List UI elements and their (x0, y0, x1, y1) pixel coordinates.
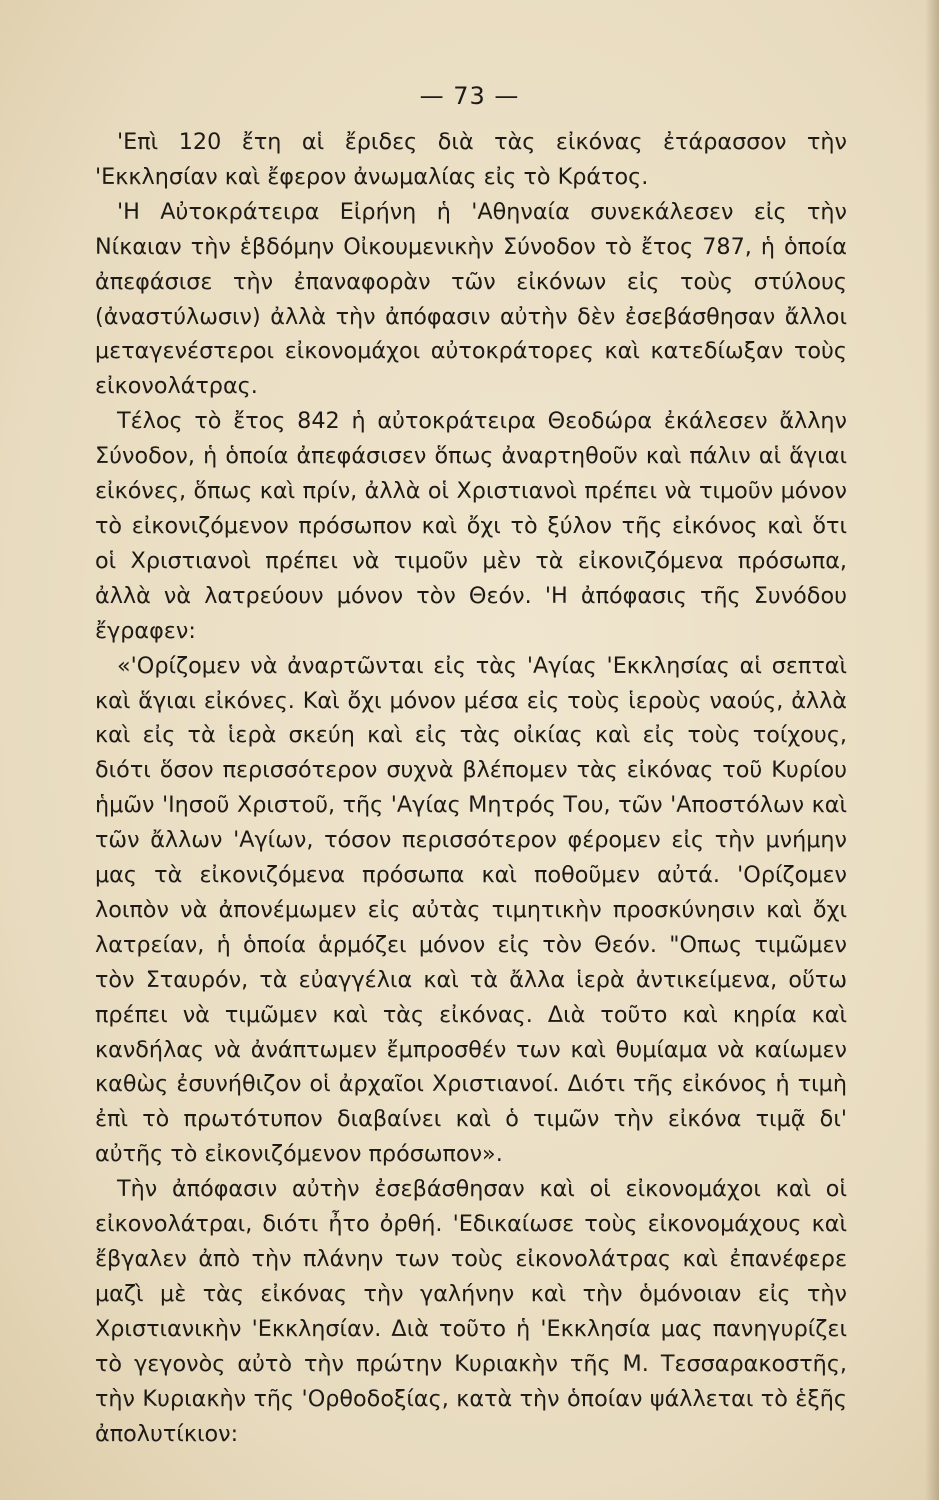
text-body (95, 125, 847, 1451)
paragraph-iconoclasm-intro: 'Επὶ 120 ἔτη αἱ ἔριδες διὰ τὰς εἰκόνας ἐτάρασσον τὴν 'Εκκλησίαν καὶ ἔφερον ἀνωμαλίας εἰς τὸ Κράτος. (95, 129, 847, 190)
paragraph-synod-decree-quote: «'Ορίζομεν νὰ ἀναρτῶνται εἰς τὰς 'Αγίας 'Εκκλησίας αἱ σεπταὶ καὶ ἅγιαι εἰκόνες. Καὶ ὄχι μόνον μέσα εἰς τοὺς ἱεροὺς ναούς, ἀλλὰ καὶ εἰς τὰ ἱερὰ σκεύη καὶ εἰς τὰς οἰκίας καὶ εἰς τοὺς τοίχους, διότι ὅσον περισσότερον συχνὰ βλέπομεν τὰς εἰκόνας τοῦ Κυρίου ἡμῶν 'Ιησοῦ Χριστοῦ, τῆς 'Αγίας Μητρός Του, τῶν 'Αποστόλων καὶ τῶν ἄλλων 'Αγίων, τόσον περισσότερον φέρομεν εἰς τὴν μνήμην μας τὰ εἰκονιζόμενα πρόσωπα καὶ ποθοῦμεν αὐτά. 'Ορίζομεν λοιπὸν νὰ ἀπονέμωμεν εἰς αὐτὰς τιμητικὴν προσκύνησιν καὶ ὄχι λατρείαν, ἡ ὁποία ἁρμόζει μόνον εἰς τὸν Θεόν. "Οπως τιμῶμεν τὸν Σταυρόν, τὰ εὐαγγέλια καὶ τὰ ἄλλα ἱερὰ ἀντικείμενα, οὕτω πρέπει νὰ τιμῶμεν καὶ τὰς εἰκόνας. Διὰ τοῦτο καὶ κηρία καὶ κανδήλας νὰ ἀνάπτωμεν ἔμπροσθέν των καὶ θυμίαμα νὰ καίωμεν καθὼς ἐσυνήθιζον οἱ ἀρχαῖοι Χριστιανοί. Διότι τῆς εἰκόνος ἡ τιμὴ ἐπὶ τὸ πρωτότυπον διαβαίνει καὶ ὁ τιμῶν τὴν εἰκόνα τιμᾷ δι' αὐτῆς τὸ εἰκονιζόμενον πρόσωπον». (95, 652, 847, 1168)
paragraph-empress-irene: 'Η Αὐτοκράτειρα Εἰρήνη ἡ 'Αθηναία συνεκάλεσεν εἰς τὴν Νίκαιαν τὴν ἑβδόμην Οἰκουμενικὴν Σύνοδον τὸ ἔτος 787, ἡ ὁποία ἀπεφάσισε τὴν ἐπαναφορὰν τῶν εἰκόνων εἰς τοὺς στύλους (ἀναστύλωσιν) ἀλλὰ τὴν ἀπόφασιν αὐτὴν δὲν ἐσεβάσθησαν ἄλλοι μεταγενέστεροι εἰκονομάχοι αὐτοκράτορες καὶ κατεδίωξαν τοὺς εἰκονολάτρας. (95, 198, 847, 400)
page-number: — 73 — (419, 82, 520, 110)
paragraph-empress-theodora: Τέλος τὸ ἔτος 842 ἡ αὐτοκράτειρα Θεοδώρα ἐκάλεσεν ἄλλην Σύνοδον, ἡ ὁποία ἀπεφάσισεν ὅπως ἀναρτηθοῦν καὶ πάλιν αἱ ἅγιαι εἰκόνες, ὅπως καὶ πρίν, ἀλλὰ οἱ Χριστιανοὶ πρέπει νὰ τιμοῦν μόνον τὸ εἰκονιζόμενον πρόσωπον καὶ ὄχι τὸ ξύλον τῆς εἰκόνος καὶ ὅτι οἱ Χριστιανοὶ πρέπει νὰ τιμοῦν μὲν τὰ εἰκονιζόμενα πρόσωπα, ἀλλὰ νὰ λατρεύουν μόνον τὸν Θεόν. 'Η ἀπόφασις τῆς Συνόδου ἔγραφεν: (95, 408, 847, 644)
paragraph-orthodoxy-sunday: Τὴν ἀπόφασιν αὐτὴν ἐσεβάσθησαν καὶ οἱ εἰκονομάχοι καὶ οἱ εἰκονολάτραι, διότι ἦτο ὀρθή. 'Εδικαίωσε τοὺς εἰκονομάχους καὶ ἔβγαλεν ἀπὸ τὴν πλάνην των τοὺς εἰκονολάτρας καὶ ἐπανέφερε μαζὶ μὲ τὰς εἰκόνας τὴν γαλήνην καὶ τὴν ὁμόνοιαν εἰς τὴν Χριστιανικὴν 'Εκκλησίαν. Διὰ τοῦτο ἡ 'Εκκλησία μας πανηγυρίζει τὸ γεγονὸς αὐτὸ τὴν πρώτην Κυριακὴν τῆς Μ. Τεσσαρακοστῆς, τὴν Κυριακὴν τῆς 'Ορθοδοξίας, κατὰ τὴν ὁποίαν ψάλλεται τὸ ἑξῆς ἀπολυτίκιον: (95, 1176, 847, 1447)
page-edge-shadow (925, 0, 939, 1500)
